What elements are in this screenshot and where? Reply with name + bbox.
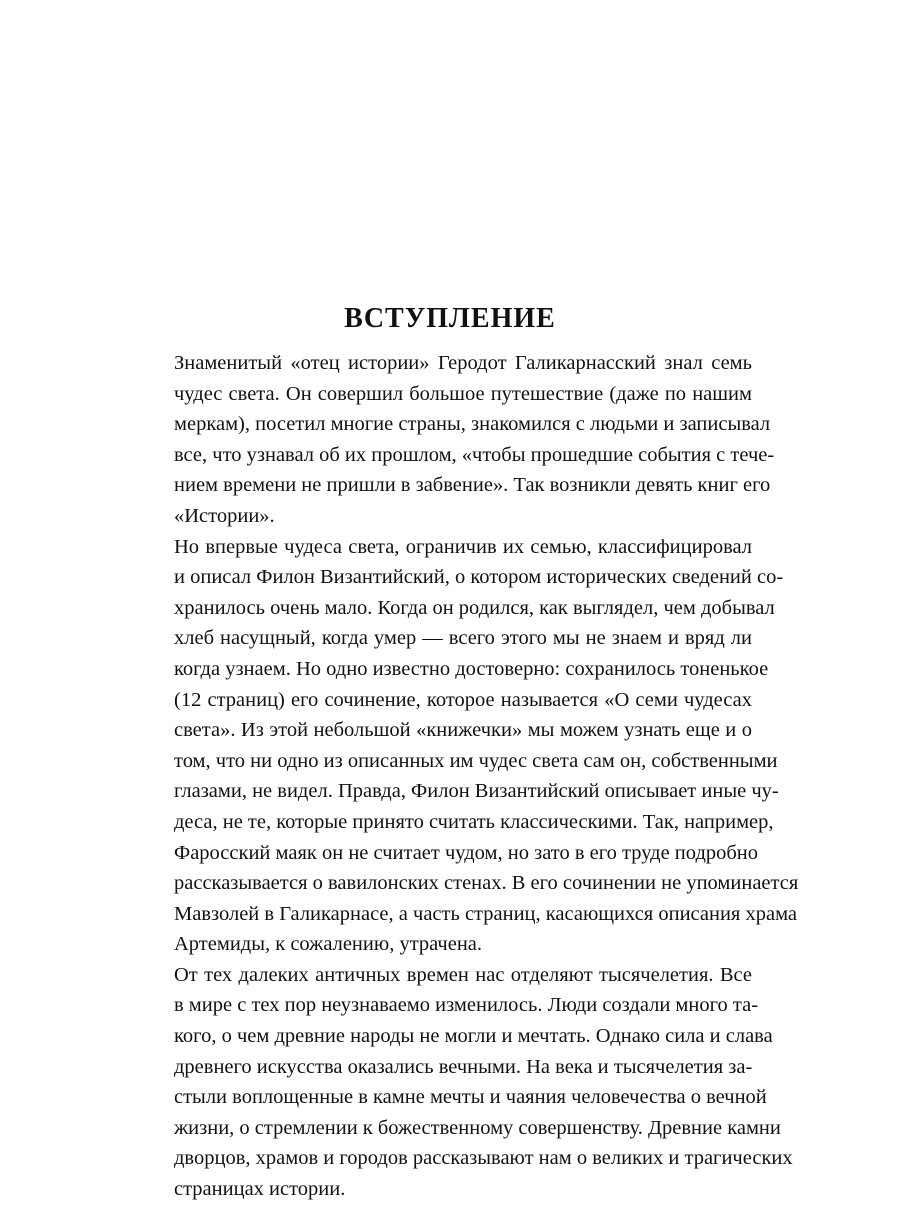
paragraph-1 bbox=[148, 348, 775, 532]
text-line: «Истории». bbox=[174, 504, 275, 527]
text-line: Фаросский маяк он не считает чудом, но зато в его труде подробно bbox=[174, 841, 759, 864]
text-line: рассказывается о вавилонских стенах. В его сочинении не упоминается bbox=[174, 872, 799, 895]
text-line: когда узнаем. Но одно известно достоверно: сохранилось тоненькое bbox=[174, 657, 769, 680]
text-line: и описал Филон Византийский, о котором исторических сведений со- bbox=[174, 566, 784, 589]
text-line: кого, о чем древние народы не могли и мечтать. Однако сила и слава bbox=[174, 1025, 773, 1048]
text-line: Артемиды, к сожалению, утрачена. bbox=[174, 933, 483, 956]
text-line: хлеб насущный, когда умер — всего этого мы не знаем и вряд ли bbox=[174, 627, 752, 650]
text-line: деса, не те, которые принято считать классическими. Так, например, bbox=[174, 810, 774, 833]
paragraph-2 bbox=[148, 532, 799, 960]
text-line: Знаменитый «отец истории» Геродот Галикарнасский знал семь bbox=[174, 352, 752, 374]
text-line: Мавзолей в Галикарнасе, а часть страниц, касающихся описания храма bbox=[174, 902, 798, 925]
text-line: нием времени не пришли в забвение». Так возникли девять книг его bbox=[174, 474, 771, 497]
text-line: страницах истории. bbox=[174, 1178, 346, 1201]
text-line: древнего искусства оказались вечными. На века и тысячелетия за- bbox=[174, 1055, 753, 1078]
text-line: в мире с тех пор неузнаваемо изменилось. Люди создали много та- bbox=[174, 994, 759, 1017]
text-line: света». Из этой небольшой «книжечки» мы можем узнать еще и о bbox=[174, 719, 752, 742]
text-line: меркам), посетил многие страны, знакомился с людьми и записывал bbox=[174, 413, 771, 436]
chapter-title: ВСТУПЛЕНИЕ bbox=[344, 303, 556, 334]
text-line: стыли воплощенные в камне мечты и чаяния человечества о вечной bbox=[174, 1086, 767, 1109]
text-line: От тех далеких античных времен нас отделяют тысячелетия. Все bbox=[174, 963, 752, 986]
text-line: чудес света. Он совершил большое путешествие (даже по нашим bbox=[174, 382, 752, 405]
text-line: (12 страниц) его сочинение, которое называется «О семи чудесах bbox=[174, 688, 752, 711]
body-text bbox=[148, 348, 799, 1205]
text-line: все, что узнавал об их прошлом, «чтобы прошедшие события с тече- bbox=[174, 443, 775, 466]
paragraph-3 bbox=[148, 960, 793, 1205]
text-line: том, что ни одно из описанных им чудес света сам он, собственными bbox=[174, 749, 778, 772]
text-line: хранилось очень мало. Когда он родился, как выглядел, чем добывал bbox=[174, 596, 775, 619]
text-line: Но впервые чудеса света, ограничив их семью, классифицировал bbox=[174, 535, 752, 558]
text-line: глазами, не видел. Правда, Филон Византийский описывает иные чу- bbox=[174, 780, 779, 803]
text-line: жизни, о стремлении к божественному совершенству. Древние камни bbox=[174, 1116, 781, 1139]
text-line: дворцов, храмов и городов рассказывают нам о великих и трагических bbox=[174, 1147, 793, 1170]
